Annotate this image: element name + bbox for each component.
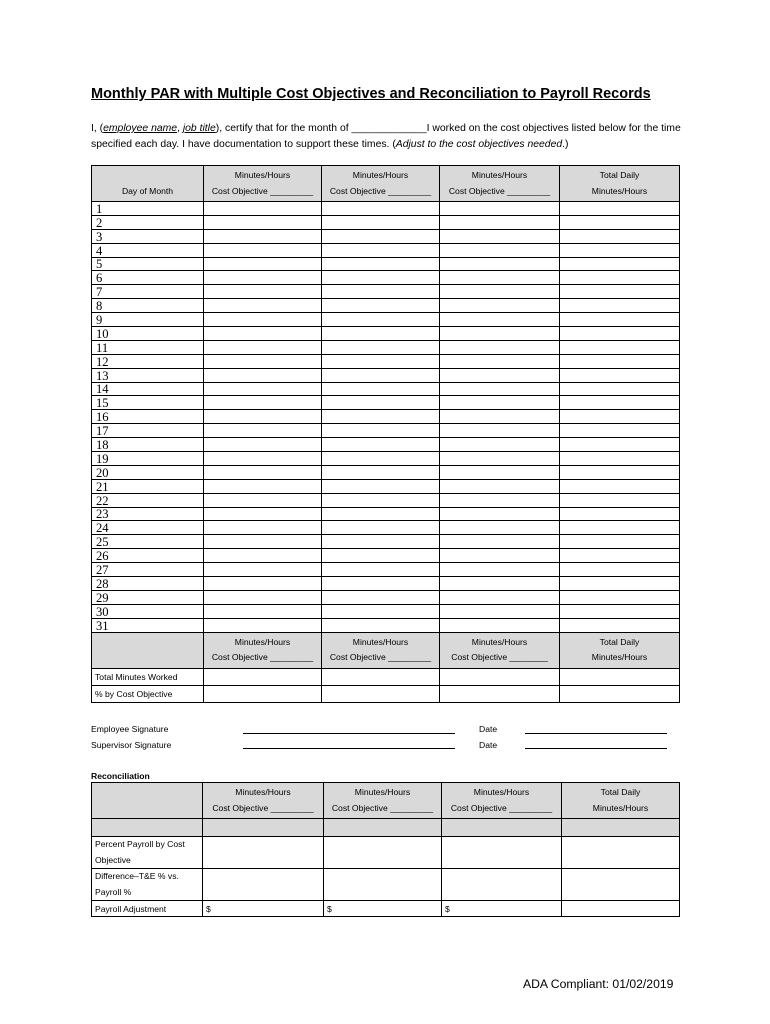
footer-cost-objective-1-header: Minutes/Hours Cost Objective _________ (204, 632, 322, 668)
supervisor-date-label: Date (479, 740, 498, 750)
day-co1-cell[interactable] (204, 479, 322, 493)
recon-blank-row-cell (442, 819, 562, 837)
recon-blank-row-label (92, 819, 203, 837)
day-row (92, 327, 680, 341)
day-co1-cell[interactable] (204, 521, 322, 535)
percent-co1-cell[interactable] (204, 685, 322, 702)
day-number: 9 (92, 313, 204, 327)
recon-cost-objective-1-header: Minutes/Hours Cost Objective _________ (203, 783, 324, 819)
day-total-cell[interactable] (560, 340, 680, 354)
day-co3-cell[interactable] (440, 563, 560, 577)
day-co2-cell[interactable] (322, 257, 440, 271)
day-row (92, 340, 680, 354)
day-co3-cell[interactable] (440, 452, 560, 466)
footer-cost-objective-3-header: Minutes/Hours Cost Objective ________ (440, 632, 560, 668)
day-total-cell[interactable] (560, 479, 680, 493)
day-co3-cell[interactable] (440, 618, 560, 632)
day-row (92, 215, 680, 229)
day-row (92, 465, 680, 479)
day-co2-cell[interactable] (322, 243, 440, 257)
day-co2-cell[interactable] (322, 438, 440, 452)
day-row (92, 202, 680, 216)
day-co1-cell[interactable] (204, 604, 322, 618)
day-co2-cell[interactable] (322, 410, 440, 424)
day-co2-cell[interactable] (322, 590, 440, 604)
day-co2-cell[interactable] (322, 465, 440, 479)
employee-date-line[interactable] (525, 733, 667, 734)
day-co2-cell[interactable] (322, 382, 440, 396)
day-row (92, 299, 680, 313)
day-co2-cell[interactable] (322, 563, 440, 577)
day-row (92, 604, 680, 618)
day-co2-cell[interactable] (322, 229, 440, 243)
day-row (92, 424, 680, 438)
day-number: 14 (92, 382, 204, 396)
day-row (92, 229, 680, 243)
day-number: 13 (92, 368, 204, 382)
day-of-month-header: Day of Month (92, 166, 204, 202)
percent-payroll-co2-cell[interactable] (324, 837, 442, 869)
day-number: 1 (92, 202, 204, 216)
day-co2-cell[interactable] (322, 313, 440, 327)
day-total-cell[interactable] (560, 549, 680, 563)
day-number: 25 (92, 535, 204, 549)
day-co3-cell[interactable] (440, 535, 560, 549)
day-co3-cell[interactable] (440, 202, 560, 216)
day-co3-cell[interactable] (440, 493, 560, 507)
percent-payroll-co3-cell[interactable] (442, 837, 562, 869)
day-number: 18 (92, 438, 204, 452)
day-total-cell[interactable] (560, 285, 680, 299)
day-co2-cell[interactable] (322, 354, 440, 368)
day-number: 17 (92, 424, 204, 438)
percent-co2-cell[interactable] (322, 685, 440, 702)
day-co2-cell[interactable] (322, 327, 440, 341)
day-total-cell[interactable] (560, 618, 680, 632)
day-co2-cell[interactable] (322, 202, 440, 216)
day-co3-cell[interactable] (440, 229, 560, 243)
total-minutes-co3-cell[interactable] (440, 668, 560, 685)
payroll-adjustment-co1-cell[interactable] (203, 901, 324, 917)
day-co1-cell[interactable] (204, 354, 322, 368)
day-number: 7 (92, 285, 204, 299)
day-number: 12 (92, 354, 204, 368)
day-co1-cell[interactable] (204, 549, 322, 563)
day-number: 19 (92, 452, 204, 466)
day-co3-cell[interactable] (440, 271, 560, 285)
day-co2-cell[interactable] (322, 604, 440, 618)
day-row (92, 382, 680, 396)
day-number: 6 (92, 271, 204, 285)
day-total-cell[interactable] (560, 563, 680, 577)
day-row (92, 535, 680, 549)
day-co1-cell[interactable] (204, 577, 322, 591)
total-minutes-worked-label: Total Minutes Worked (92, 668, 204, 685)
day-co3-cell[interactable] (440, 577, 560, 591)
day-co3-cell[interactable] (440, 354, 560, 368)
day-total-cell[interactable] (560, 507, 680, 521)
day-total-cell[interactable] (560, 590, 680, 604)
day-co3-cell[interactable] (440, 396, 560, 410)
payroll-adjustment-co3-cell[interactable] (442, 901, 562, 917)
day-co1-cell[interactable] (204, 452, 322, 466)
day-number: 22 (92, 493, 204, 507)
day-co3-cell[interactable] (440, 313, 560, 327)
day-co3-cell[interactable] (440, 257, 560, 271)
cost-objective-3-header: Minutes/Hours Cost Objective _________ (440, 166, 560, 202)
day-total-cell[interactable] (560, 424, 680, 438)
day-total-cell[interactable] (560, 452, 680, 466)
day-total-cell[interactable] (560, 202, 680, 216)
day-row (92, 313, 680, 327)
day-co2-cell[interactable] (322, 340, 440, 354)
day-co2-cell[interactable] (322, 368, 440, 382)
day-co3-cell[interactable] (440, 479, 560, 493)
day-row (92, 563, 680, 577)
difference-co3-cell[interactable] (442, 869, 562, 901)
day-co1-cell[interactable] (204, 368, 322, 382)
day-co1-cell[interactable] (204, 327, 322, 341)
day-co2-cell[interactable] (322, 493, 440, 507)
day-co2-cell[interactable] (322, 479, 440, 493)
day-co3-cell[interactable] (440, 215, 560, 229)
day-co3-cell[interactable] (440, 590, 560, 604)
reconciliation-heading: Reconciliation (91, 771, 150, 781)
day-total-cell[interactable] (560, 604, 680, 618)
day-co1-cell[interactable] (204, 507, 322, 521)
day-co3-cell[interactable] (440, 299, 560, 313)
day-co1-cell[interactable] (204, 424, 322, 438)
day-co1-cell[interactable] (204, 215, 322, 229)
day-co3-cell[interactable] (440, 507, 560, 521)
day-row (92, 618, 680, 632)
day-total-cell[interactable] (560, 243, 680, 257)
day-row (92, 479, 680, 493)
percent-by-cost-objective-label: % by Cost Objective (92, 685, 204, 702)
day-co3-cell[interactable] (440, 465, 560, 479)
day-co1-cell[interactable] (204, 271, 322, 285)
employee-signature-label: Employee Signature (91, 724, 169, 734)
difference-co1-cell[interactable] (203, 869, 324, 901)
percent-co3-cell[interactable] (440, 685, 560, 702)
day-total-cell[interactable] (560, 271, 680, 285)
day-total-cell[interactable] (560, 465, 680, 479)
day-co2-cell[interactable] (322, 577, 440, 591)
day-row (92, 590, 680, 604)
recon-blank-row-cell (203, 819, 324, 837)
day-co2-cell[interactable] (322, 215, 440, 229)
reconciliation-header-blank (92, 783, 203, 819)
day-co2-cell[interactable] (322, 535, 440, 549)
day-total-cell[interactable] (560, 396, 680, 410)
day-row (92, 521, 680, 535)
day-co1-cell[interactable] (204, 382, 322, 396)
daily-activity-table (91, 165, 680, 703)
day-total-cell[interactable] (560, 354, 680, 368)
day-co1-cell[interactable] (204, 563, 322, 577)
day-total-cell[interactable] (560, 382, 680, 396)
percent-total-cell[interactable] (560, 685, 680, 702)
day-number: 4 (92, 243, 204, 257)
total-minutes-total-cell[interactable] (560, 668, 680, 685)
day-co3-cell[interactable] (440, 340, 560, 354)
day-co1-cell[interactable] (204, 465, 322, 479)
day-co3-cell[interactable] (440, 327, 560, 341)
dollar-sign: $ (327, 903, 332, 914)
day-total-cell[interactable] (560, 368, 680, 382)
day-number: 31 (92, 618, 204, 632)
percent-payroll-total-cell[interactable] (562, 837, 680, 869)
day-co1-cell[interactable] (204, 438, 322, 452)
total-minutes-co2-cell[interactable] (322, 668, 440, 685)
employee-date-label: Date (479, 724, 498, 734)
dollar-sign: $ (206, 903, 211, 914)
day-co3-cell[interactable] (440, 438, 560, 452)
percent-payroll-label: Percent Payroll by Cost Objective (92, 837, 203, 869)
supervisor-signature-line[interactable] (243, 748, 455, 749)
day-total-cell[interactable] (560, 577, 680, 591)
ada-compliance-footer: ADA Compliant: 01/02/2019 (523, 977, 674, 991)
day-total-cell[interactable] (560, 410, 680, 424)
day-number: 2 (92, 215, 204, 229)
day-co1-cell[interactable] (204, 618, 322, 632)
day-number: 23 (92, 507, 204, 521)
footer-total-daily-header: Total Daily Minutes/Hours (560, 632, 680, 668)
day-row (92, 577, 680, 591)
difference-co2-cell[interactable] (324, 869, 442, 901)
day-number: 11 (92, 340, 204, 354)
day-number: 5 (92, 257, 204, 271)
day-co3-cell[interactable] (440, 243, 560, 257)
day-row (92, 507, 680, 521)
cost-objective-1-header: Minutes/Hours Cost Objective _________ (204, 166, 322, 202)
supervisor-signature-label: Supervisor Signature (91, 740, 172, 750)
day-row (92, 354, 680, 368)
day-co1-cell[interactable] (204, 340, 322, 354)
day-total-cell[interactable] (560, 313, 680, 327)
difference-label: Difference–T&E % vs. Payroll % (92, 869, 203, 901)
day-total-cell[interactable] (560, 299, 680, 313)
day-co2-cell[interactable] (322, 424, 440, 438)
day-total-cell[interactable] (560, 229, 680, 243)
dollar-sign: $ (445, 903, 450, 914)
day-co1-cell[interactable] (204, 202, 322, 216)
payroll-adjustment-co2-cell[interactable] (324, 901, 442, 917)
cost-objective-2-header: Minutes/Hours Cost Objective _________ (322, 166, 440, 202)
day-row (92, 410, 680, 424)
day-co3-cell[interactable] (440, 410, 560, 424)
day-number: 21 (92, 479, 204, 493)
employee-name-placeholder: employee name (103, 123, 178, 134)
day-co1-cell[interactable] (204, 535, 322, 549)
day-co2-cell[interactable] (322, 271, 440, 285)
day-co1-cell[interactable] (204, 299, 322, 313)
day-row (92, 285, 680, 299)
day-total-cell[interactable] (560, 438, 680, 452)
day-number: 16 (92, 410, 204, 424)
job-title-placeholder: job title (182, 123, 216, 134)
day-row (92, 493, 680, 507)
recon-blank-row-cell (562, 819, 680, 837)
day-co1-cell[interactable] (204, 285, 322, 299)
day-total-cell[interactable] (560, 257, 680, 271)
difference-total-cell[interactable] (562, 869, 680, 901)
total-minutes-co1-cell[interactable] (204, 668, 322, 685)
day-co1-cell[interactable] (204, 257, 322, 271)
day-co2-cell[interactable] (322, 452, 440, 466)
day-number: 8 (92, 299, 204, 313)
day-co1-cell[interactable] (204, 243, 322, 257)
day-total-cell[interactable] (560, 521, 680, 535)
day-total-cell[interactable] (560, 327, 680, 341)
day-number: 27 (92, 563, 204, 577)
total-daily-header: Total Daily Minutes/Hours (560, 166, 680, 202)
day-number: 26 (92, 549, 204, 563)
day-co3-cell[interactable] (440, 424, 560, 438)
certification-statement: I, (employee name, job title), certify that for the month of _____________I worked on the cost objectives listed below for the time specified each day. I have documentation to support these times. (Adjust to the cost objectives needed.) (91, 123, 681, 150)
day-co1-cell[interactable] (204, 493, 322, 507)
recon-cost-objective-2-header: Minutes/Hours Cost Objective _________ (324, 783, 442, 819)
day-number: 10 (92, 327, 204, 341)
day-co3-cell[interactable] (440, 285, 560, 299)
day-co1-cell[interactable] (204, 313, 322, 327)
day-total-cell[interactable] (560, 535, 680, 549)
day-co3-cell[interactable] (440, 521, 560, 535)
day-row (92, 243, 680, 257)
day-co1-cell[interactable] (204, 396, 322, 410)
day-row (92, 438, 680, 452)
day-number: 28 (92, 577, 204, 591)
employee-signature-line[interactable] (243, 733, 455, 734)
day-number: 15 (92, 396, 204, 410)
recon-cost-objective-3-header: Minutes/Hours Cost Objective _________ (442, 783, 562, 819)
day-row (92, 271, 680, 285)
payroll-adjustment-total-cell[interactable] (562, 901, 680, 917)
day-row (92, 396, 680, 410)
day-number: 24 (92, 521, 204, 535)
day-number: 3 (92, 229, 204, 243)
day-co2-cell[interactable] (322, 549, 440, 563)
footer-cost-objective-2-header: Minutes/Hours Cost Objective _________ (322, 632, 440, 668)
day-number: 29 (92, 590, 204, 604)
day-total-cell[interactable] (560, 493, 680, 507)
day-co2-cell[interactable] (322, 521, 440, 535)
day-co3-cell[interactable] (440, 368, 560, 382)
footer-header-blank (92, 632, 204, 668)
day-co2-cell[interactable] (322, 618, 440, 632)
day-co3-cell[interactable] (440, 382, 560, 396)
day-co2-cell[interactable] (322, 285, 440, 299)
day-co2-cell[interactable] (322, 507, 440, 521)
day-row (92, 452, 680, 466)
recon-total-daily-header: Total Daily Minutes/Hours (562, 783, 680, 819)
day-row (92, 549, 680, 563)
day-row (92, 257, 680, 271)
day-row (92, 368, 680, 382)
reconciliation-table (91, 782, 680, 917)
day-number: 30 (92, 604, 204, 618)
percent-payroll-co1-cell[interactable] (203, 837, 324, 869)
payroll-adjustment-label: Payroll Adjustment (92, 901, 203, 917)
recon-blank-row-cell (324, 819, 442, 837)
day-co1-cell[interactable] (204, 590, 322, 604)
supervisor-date-line[interactable] (525, 748, 667, 749)
day-total-cell[interactable] (560, 215, 680, 229)
form-title: Monthly PAR with Multiple Cost Objectives and Reconciliation to Payroll Records (91, 86, 651, 102)
day-co2-cell[interactable] (322, 396, 440, 410)
day-co1-cell[interactable] (204, 229, 322, 243)
day-co2-cell[interactable] (322, 299, 440, 313)
day-co3-cell[interactable] (440, 549, 560, 563)
day-co3-cell[interactable] (440, 604, 560, 618)
day-co1-cell[interactable] (204, 410, 322, 424)
day-number: 20 (92, 465, 204, 479)
